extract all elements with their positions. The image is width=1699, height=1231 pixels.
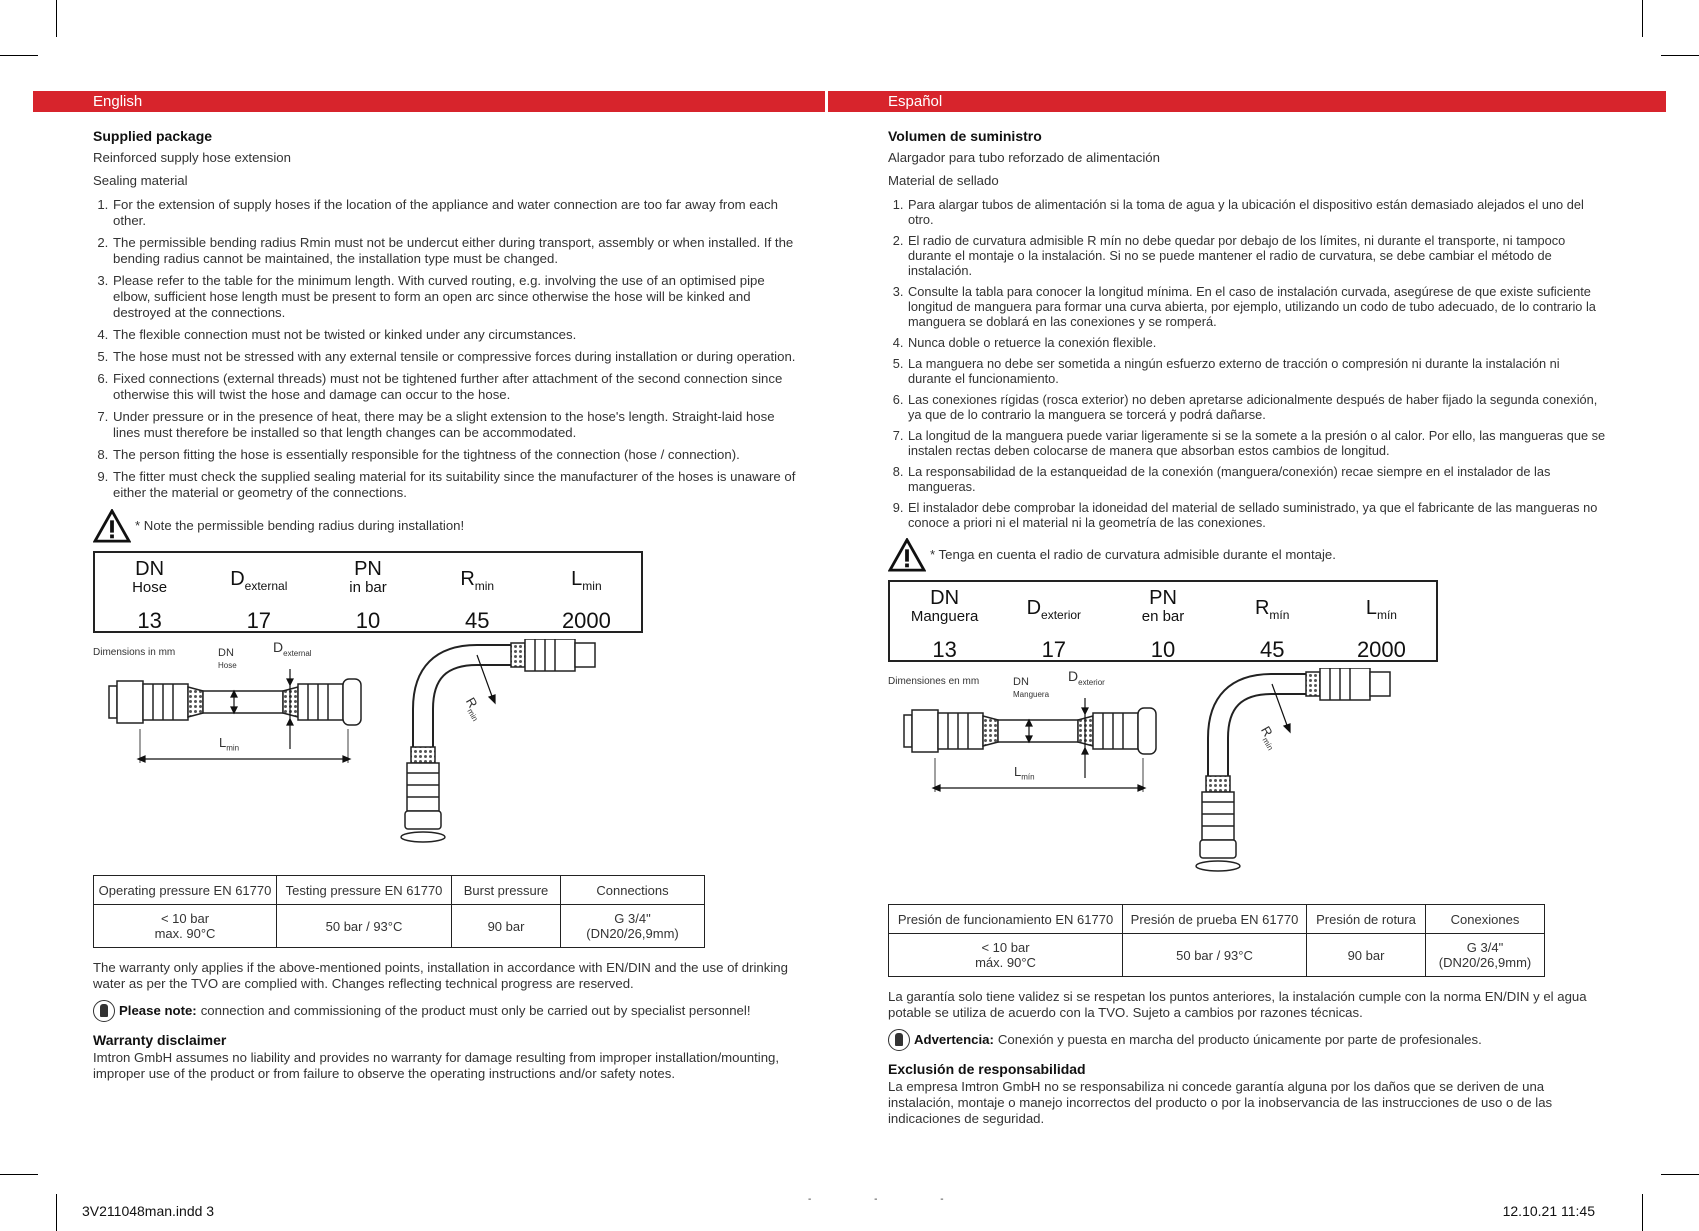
pressure-table: [888, 904, 1545, 977]
instruction-item: 6. Fixed connections (external threads) must not be tightened further after attachment of the second connection since otherwise this will twist the hose and damage can occur to the hose.: [112, 371, 805, 403]
spec-col-pn: [313, 553, 422, 631]
spec-subheader: Manguera: [910, 608, 979, 625]
diagram-dn-label: [1013, 676, 1049, 701]
instruction-item: 9. El instalador debe comprobar la idoneidad del material de sellado suministrado, ya que el fabricante de las mangueras no conoce a priori ni el material ni la geometría de las conexiones.: [907, 500, 1606, 530]
dimensions-label: Dimensions in mm: [93, 647, 176, 658]
dn-sub-text: Manguera: [1013, 690, 1050, 699]
spec-table: [93, 551, 643, 633]
spec-subscript: exterior: [1041, 608, 1082, 622]
cell-line: < 10 bar: [160, 911, 210, 926]
table-cell: 90 bar: [1307, 934, 1426, 977]
table-cell: 50 bar / 93°C: [1123, 934, 1307, 977]
d-sub-text: external: [283, 648, 312, 658]
dn-text: DN: [218, 647, 234, 659]
table-header: Conexiones: [1426, 905, 1545, 934]
spec-value: 17: [246, 608, 272, 633]
specialist-note: [93, 1000, 805, 1022]
spec-value: 13: [137, 608, 162, 633]
table-header: Presión de funcionamiento EN 61770: [889, 905, 1123, 934]
spec-subscript: mín: [1269, 608, 1290, 622]
table-header: Testing pressure EN 61770: [277, 876, 452, 905]
cell-line: G 3/4": [1466, 940, 1504, 955]
warning-triangle-icon: [888, 538, 926, 572]
crop-mark: [56, 1194, 57, 1231]
l-sub-text: mín: [1021, 772, 1035, 782]
spec-value: 10: [355, 608, 381, 633]
spec-subscript: mín: [1376, 608, 1397, 622]
spec-header: L: [571, 568, 583, 590]
spec-value: 2000: [561, 608, 611, 633]
instruction-item: 4. The flexible connection must not be twisted or kinked under any circumstances.: [112, 327, 805, 343]
table-cell: 50 bar / 93°C: [277, 905, 452, 948]
cell-line: (DN20/26,9mm): [1438, 955, 1532, 970]
d-text: D: [1068, 668, 1079, 684]
crop-mark: [1642, 0, 1643, 37]
instruction-item: 3. Consulte la tabla para conocer la longitud mínima. En el caso de instalación curvada, asegúrese de que existe suficiente longitud de manguera para formar una curva abierta, por ejemplo, utilizando un codo de tubo adecuado, de lo contrario la manguera se doblará en las conexiones y se romperá.: [907, 284, 1606, 329]
hose-drawing: [888, 668, 1488, 898]
cell-line: máx. 90°C: [975, 955, 1036, 970]
instruction-item: 7. La longitud de la manguera puede variar ligeramente si se la somete a la presión o al calor. Por ello, las mangueras que se instalen rectas deben colocarse de manera que absorban estos cambios de longitud.: [907, 428, 1606, 458]
r-sub-text: mín: [1260, 735, 1275, 753]
crop-mark: [1642, 1194, 1643, 1231]
cell-line: < 10 bar: [981, 940, 1030, 955]
note-text: connection and commissioning of the product must only be carried out by specialist personnel!: [200, 1003, 751, 1018]
spec-col-l: [1327, 582, 1436, 660]
spanish-column: [828, 91, 1666, 1127]
diagram-d-label: [1068, 668, 1105, 691]
r-text: R: [462, 694, 481, 711]
diagram-l-label: [219, 735, 239, 757]
spec-header: D: [230, 568, 245, 590]
instruction-item: 4. Nunca doble o retuerce la conexión flexible.: [907, 335, 1606, 350]
disclaimer-text: Imtron GmbH assumes no liability and provides no warranty for damage resulting from improper installation/mounting, improper use of the product or from failure to observe the operating instructions and/or safety notes.: [93, 1050, 780, 1081]
warning-note: [93, 509, 805, 543]
warning-text: * Tenga en cuenta el radio de curvatura admisible durante el montaje.: [930, 547, 1336, 562]
note-label: Please note:: [119, 1003, 197, 1018]
table-cell: [1426, 934, 1545, 977]
specialist-icon: [93, 1000, 115, 1022]
package-item: Material de sellado: [888, 173, 999, 188]
diagram-d-label: [273, 639, 312, 662]
r-sub-text: min: [465, 707, 480, 723]
spec-subheader: Hose: [132, 579, 168, 596]
spec-header: PN: [354, 558, 382, 580]
package-item: Sealing material: [93, 173, 188, 188]
instruction-item: 9. The fitter must check the supplied sealing material for its suitability since the manufacturer of the hoses is unaware of either the material or geometry of the connections.: [112, 469, 805, 501]
warning-note: [888, 538, 1606, 572]
spec-col-dn: [95, 553, 204, 631]
hose-diagram: [93, 639, 805, 869]
package-item: Alargador para tubo reforzado de alimentación: [888, 150, 1160, 165]
spec-subscript: min: [582, 579, 602, 593]
table-header: Operating pressure EN 61770: [94, 876, 277, 905]
spec-header: D: [1026, 597, 1042, 619]
spec-value: 45: [464, 608, 490, 633]
spec-table: [888, 580, 1438, 662]
spec-col-pn: [1108, 582, 1217, 660]
hose-drawing: [93, 639, 693, 869]
diagram-dn-label: [218, 647, 237, 672]
l-text: L: [219, 735, 227, 750]
crop-mark: [0, 1174, 38, 1175]
diagram-l-label: [1014, 764, 1035, 786]
table-header: Burst pressure: [452, 876, 561, 905]
spec-subheader: in bar: [349, 579, 387, 596]
note-text: Conexión y puesta en marcha del producto únicamente por parte de profesionales.: [997, 1032, 1482, 1047]
instruction-list: [93, 197, 805, 501]
crop-mark: [0, 55, 38, 56]
crop-mark: [1661, 1174, 1699, 1175]
spec-header: DN: [135, 558, 165, 580]
instruction-list: [888, 197, 1606, 530]
pressure-table: [93, 875, 705, 948]
disclaimer-text: La empresa Imtron GmbH no se responsabiliza ni concede garantía alguna por los daños que se deriven de una instalación, montaje o manejo incorrectos del producto o por la inobservancia de las instrucciones de uso o de las indicaciones de seguridad.: [888, 1079, 1553, 1126]
specialist-note: [888, 1029, 1606, 1051]
straight-hose: [904, 708, 1156, 754]
instruction-item: 2. The permissible bending radius Rmin must not be undercut either during transport, assembly or when installed. If the bending radius cannot be maintained, the installation type must be changed.: [112, 235, 805, 267]
instruction-item: 1. For the extension of supply hoses if the location of the appliance and water connection are too far away from each other.: [112, 197, 805, 229]
instruction-item: 5. La manguera no debe ser sometida a ningún esfuerzo externo de tracción o compresión ni durante la instalación ni durante el funcionamiento.: [907, 356, 1606, 386]
disclaimer-title: Warranty disclaimer: [93, 1032, 227, 1048]
dn-text: DN: [1013, 676, 1029, 688]
package-title: Supplied package: [93, 128, 213, 144]
spec-header: R: [460, 568, 475, 590]
instruction-item: 6. Las conexiones rígidas (rosca exterior) no deben apretarse adicionalmente después de haber fijado la segunda conexión, ya que de lo contrario la manguera se torcerá y podrá dañarse.: [907, 392, 1606, 422]
instruction-item: 3. Please refer to the table for the minimum length. With curved routing, e.g. involving the use of an optimised pipe elbow, sufficient hose length must be present to form an open arc since otherwise the hose will be kinked and destroyed at the connections.: [112, 273, 805, 321]
spec-col-dn: [890, 582, 999, 660]
note-label: Advertencia:: [914, 1032, 994, 1047]
warranty-text: The warranty only applies if the above-mentioned points, installation in accordance with EN/DIN and the use of drinking water as per the TVO are complied with. Changes reflecting technical progress are reserved.: [93, 960, 788, 991]
spec-col-r: [1218, 582, 1327, 660]
package-item: Reinforced supply hose extension: [93, 150, 291, 165]
instruction-item: 5. The hose must not be stressed with any external tensile or compressive forces during installation or during operation.: [112, 349, 805, 365]
straight-hose: [109, 679, 361, 725]
d-text: D: [273, 639, 284, 655]
spec-value: 45: [1259, 637, 1285, 662]
spec-subscript: min: [474, 579, 495, 593]
spec-header: L: [1365, 597, 1377, 619]
cell-line: max. 90°C: [154, 926, 216, 941]
spec-col-d: [204, 553, 313, 631]
language-header: Español: [828, 91, 1666, 112]
spec-value: 2000: [1356, 637, 1406, 662]
table-cell: [889, 934, 1123, 977]
spec-col-l: [532, 553, 641, 631]
cell-line: (DN20/26,9mm): [586, 926, 679, 941]
disclaimer-title: Exclusión de responsabilidad: [888, 1061, 1086, 1077]
spec-header: PN: [1149, 587, 1177, 609]
english-column: [33, 91, 825, 1082]
r-text: R: [1258, 723, 1276, 740]
crop-mark: [56, 0, 57, 37]
warning-triangle-icon: [93, 509, 131, 543]
spec-col-d: [999, 582, 1108, 660]
language-header: English: [33, 91, 825, 112]
table-header: Presión de prueba EN 61770: [1123, 905, 1307, 934]
l-text: L: [1014, 764, 1022, 779]
table-cell: [94, 905, 277, 948]
instruction-item: 8. The person fitting the hose is essentially responsible for the tightness of the connection (hose / connection).: [112, 447, 805, 463]
hose-diagram: [888, 668, 1606, 898]
print-marks: - - -: [808, 1194, 974, 1205]
spec-subheader: en bar: [1141, 608, 1185, 625]
l-sub-text: min: [226, 743, 240, 753]
package-title: Volumen de suministro: [888, 128, 1042, 144]
instruction-item: 2. El radio de curvatura admisible R mín no debe quedar por debajo de los límites, ni durante el transporte, ni tampoco durante el montaje o la instalación. Si no se puede mantener el radio de curvatura, se debe cambiar el método de instalación.: [907, 233, 1606, 278]
spec-header: R: [1254, 597, 1270, 619]
table-header: Connections: [561, 876, 705, 905]
specialist-icon: [888, 1029, 910, 1051]
dimensions-label: Dimensiones en mm: [888, 676, 980, 687]
elbow-hose: [401, 639, 595, 842]
instruction-item: 8. La responsabilidad de la estanqueidad de la conexión (manguera/conexión) recae siempre en el instalador de las mangueras.: [907, 464, 1606, 494]
table-cell: 90 bar: [452, 905, 561, 948]
spec-value: 17: [1041, 637, 1067, 662]
table-header: Presión de rotura: [1307, 905, 1426, 934]
spec-value: 13: [932, 637, 957, 662]
spec-col-r: [423, 553, 532, 631]
footer-datetime: 12.10.21 11:45: [1502, 1203, 1595, 1219]
warranty-text: La garantía solo tiene validez si se respetan los puntos anteriores, la instalación cumple con la norma EN/DIN y el agua potable se utiliza de acuerdo con la TVO. Sujeto a cambios por razones técnicas.: [888, 989, 1587, 1020]
spec-subscript: external: [244, 579, 288, 593]
warning-text: * Note the permissible bending radius during installation!: [135, 518, 465, 533]
dn-sub-text: Hose: [218, 661, 237, 670]
table-cell: [561, 905, 705, 948]
cell-line: G 3/4": [614, 911, 651, 926]
footer-filename: 3V211048man.indd 3: [82, 1203, 215, 1219]
d-sub-text: exterior: [1078, 677, 1105, 687]
spec-value: 10: [1150, 637, 1176, 662]
elbow-hose: [1196, 668, 1390, 871]
instruction-item: 1. Para alargar tubos de alimentación si la toma de agua y la ubicación el dispositivo están demasiado alejados el uno del otro.: [907, 197, 1606, 227]
instruction-item: 7. Under pressure or in the presence of heat, there may be a slight extension to the hose's length. Straight-laid hose lines must therefore be installed so that length changes can be accommodated.: [112, 409, 805, 441]
crop-mark: [1661, 55, 1699, 56]
spec-header: DN: [930, 587, 960, 609]
